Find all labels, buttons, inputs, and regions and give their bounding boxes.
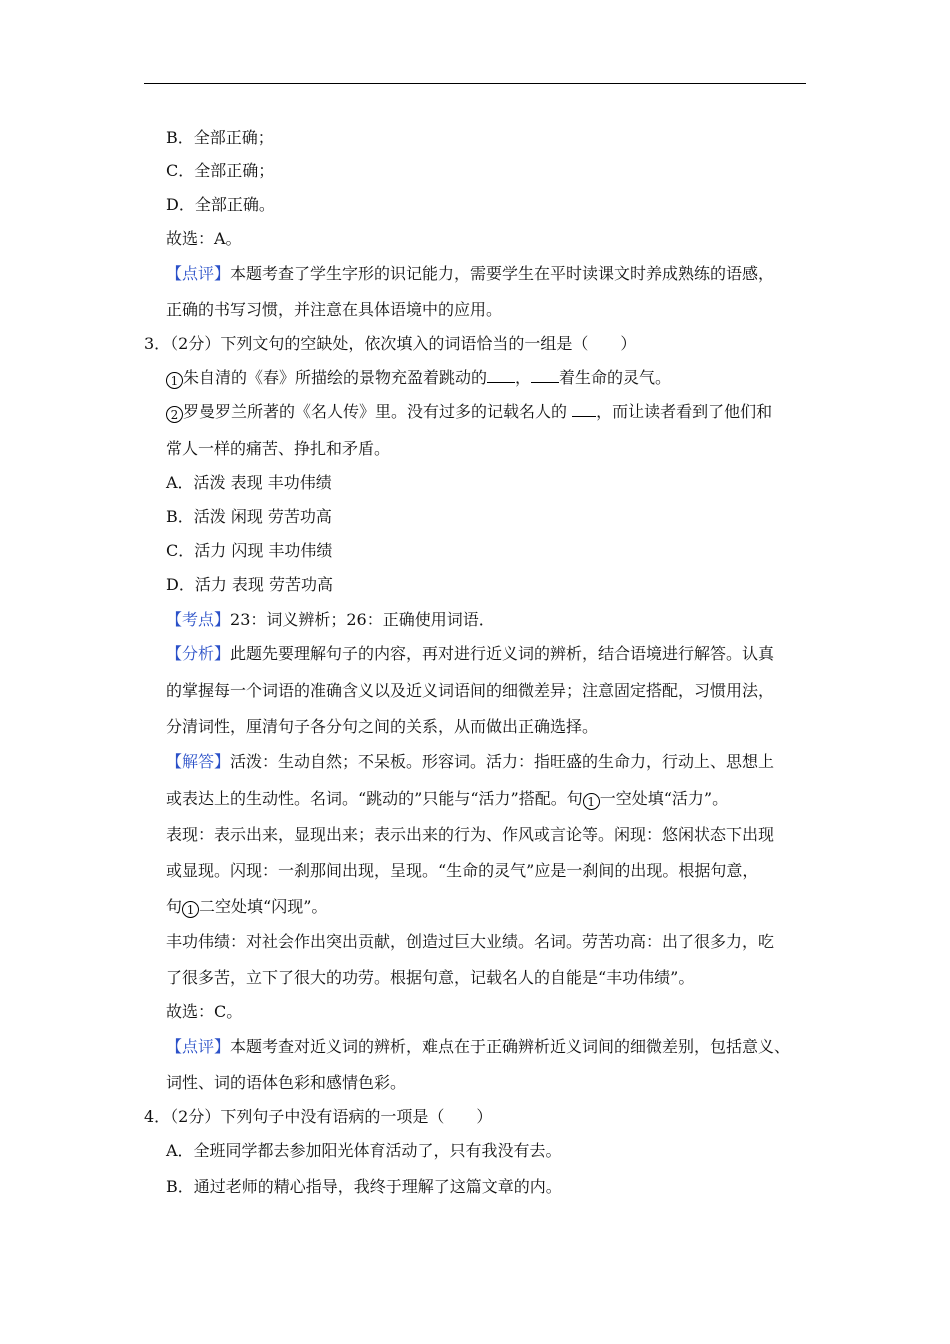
q3-jieda-line-2: 或表达上的生动性。名词。“跳动的”只能与“活力”搭配。句 1 一空处填“活力”。 — [166, 789, 729, 809]
q3-option-a: A．活泼 表现 丰功伟绩 — [166, 473, 332, 492]
circled-number: 1 — [166, 372, 183, 389]
q3-jieda-line-6: 丰功伟绩：对社会作出突出贡献，创造过巨大业绩。名词。劳苦功高：出了很多力，吃 — [166, 932, 775, 951]
q3-sentence-2-cont: 常人一样的痛苦、挣扎和矛盾。 — [166, 439, 391, 458]
comment-tag: 【点评】 — [166, 264, 231, 283]
fenxi-tag: 【分析】 — [166, 644, 231, 663]
q2-comment-line-1: 【点评】本题考查了学生字形的识记能力，需要学生在平时读课文时养成熟练的语感， — [166, 264, 775, 283]
fill-blank — [572, 402, 596, 417]
q3-fenxi-line-2: 的掌握每一个词语的准确含义以及近义词语间的细微差异；注意固定搭配，习惯用法， — [166, 681, 775, 700]
q2-comment-line-2: 正确的书写习惯，并注意在具体语境中的应用。 — [166, 300, 503, 319]
header-rule — [144, 83, 806, 84]
q3-fenxi-line-1: 【分析】此题先要理解句子的内容，再对进行近义词的辨析，结合语境进行解答。认真 — [166, 644, 775, 663]
q3-jieda-line-7: 了很多苦，立下了很大的功劳。根据句意，记载名人的自能是“丰功伟绩”。 — [166, 968, 695, 987]
jieda-tag: 【解答】 — [166, 752, 231, 771]
q3-sentence-1: 1 朱自清的《春》所描绘的景物充盈着跳动的 ， 着生命的灵气。 — [166, 368, 671, 389]
q4-stem: 4．（2分）下列句子中没有语病的一项是（ ） — [144, 1107, 493, 1126]
q2-option-b: B．全部正确； — [166, 128, 274, 147]
circled-number: 1 — [182, 901, 199, 918]
q3-option-b: B．活泼 闲现 劳苦功高 — [166, 507, 332, 526]
q3-jieda-line-3: 表现：表示出来，显现出来；表示出来的行为、作风或言论等。闲现：悠闲状态下出现 — [166, 825, 775, 844]
kaodian-tag: 【考点】 — [166, 610, 231, 629]
q3-sentence-2: 2 罗曼罗兰所著的《名人传》里。没有过多的记载名人的 ，而让读者看到了他们和 — [166, 402, 772, 423]
q3-jieda-line-5: 句 1 二空处填“闪现”。 — [166, 897, 328, 917]
q2-answer: 故选：A。 — [166, 229, 242, 248]
q3-option-d: D．活力 表现 劳苦功高 — [166, 575, 334, 594]
circled-number: 1 — [583, 793, 600, 810]
q3-answer: 故选：C。 — [166, 1002, 243, 1021]
fill-blank — [487, 368, 515, 383]
q3-comment-line-1: 【点评】本题考查对近义词的辨析，难点在于正确辨析近义词间的细微差别，包括意义、 — [166, 1037, 791, 1056]
q4-option-a: A．全班同学都去参加阳光体育活动了，只有我没有去。 — [166, 1141, 562, 1160]
q3-jieda-line-4: 或显现。闪现：一刹那间出现，呈现。“生命的灵气”应是一刹间的出现。根据句意， — [166, 861, 759, 880]
circled-number: 2 — [166, 406, 183, 423]
q3-stem: 3．（2分）下列文句的空缺处，依次填入的词语恰当的一组是（ ） — [144, 334, 637, 353]
q2-option-c: C．全部正确； — [166, 161, 275, 180]
q3-comment-line-2: 词性、词的语体色彩和感情色彩。 — [166, 1073, 407, 1092]
comment-tag: 【点评】 — [166, 1037, 231, 1056]
q3-jieda-line-1: 【解答】活泼：生动自然；不呆板。形容词。活力：指旺盛的生命力，行动上、思想上 — [166, 752, 775, 771]
q3-fenxi-line-3: 分清词性，厘清句子各分句之间的关系，从而做出正确选择。 — [166, 717, 599, 736]
q4-option-b: B．通过老师的精心指导，我终于理解了这篇文章的内。 — [166, 1177, 562, 1196]
fill-blank — [531, 368, 559, 383]
q3-option-c: C．活力 闪现 丰功伟绩 — [166, 541, 333, 560]
q3-kaodian: 【考点】23：词义辨析；26：正确使用词语． — [166, 610, 495, 629]
q2-option-d: D．全部正确。 — [166, 195, 275, 214]
